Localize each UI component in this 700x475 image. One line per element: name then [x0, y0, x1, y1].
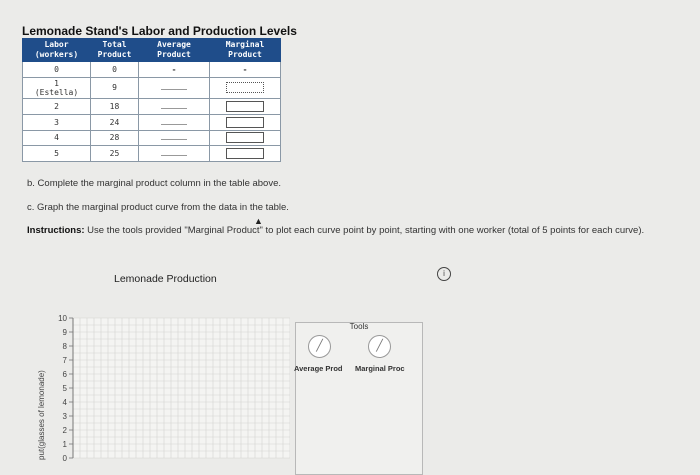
tools-title: Tools: [349, 322, 369, 331]
pencil-icon: ╱: [316, 340, 323, 352]
marginal-product-input[interactable]: [210, 99, 281, 115]
table-row: [23, 99, 281, 115]
labor-cell: 0: [23, 62, 91, 78]
marginal-product-input[interactable]: [210, 146, 281, 162]
y-tick-label: 6: [62, 370, 67, 379]
average-product-input[interactable]: [139, 146, 210, 162]
chart[interactable]: [0, 305, 290, 473]
y-tick-label: 4: [62, 398, 67, 407]
average-product-tool-label[interactable]: Average Prod: [294, 364, 343, 373]
chart-title: Lemonade Production: [114, 273, 217, 285]
marginal-product-cell: -: [210, 62, 281, 78]
instructions-text: Use the tools provided "Marginal Product" to plot each curve point by point, starting with one worker (total of 5 points for each curve).: [87, 225, 645, 236]
y-tick-label: 3: [62, 412, 67, 421]
marginal-product-input[interactable]: [210, 77, 281, 98]
table-title: Lemonade Stand's Labor and Production Levels: [22, 24, 297, 38]
total-product-cell: 9: [91, 77, 139, 98]
y-axis-label: put(glasses of lemonade): [37, 370, 46, 460]
average-product-input[interactable]: [139, 99, 210, 115]
tools-panel: [295, 322, 423, 475]
production-table: [22, 38, 281, 162]
chart-y-ticks: [58, 314, 73, 463]
total-product-cell: 18: [91, 99, 139, 115]
header-average-product: Average Product: [139, 39, 210, 62]
average-product-input[interactable]: [139, 114, 210, 130]
average-product-input[interactable]: [139, 130, 210, 146]
average-product-tool-button[interactable]: [308, 335, 331, 358]
header-total-product: Total Product: [91, 39, 139, 62]
table-row: [23, 114, 281, 130]
table-row: [23, 130, 281, 146]
y-tick-label: 0: [62, 454, 67, 463]
total-product-cell: 24: [91, 114, 139, 130]
header-labor: Labor (workers): [23, 39, 91, 62]
y-tick-label: 9: [62, 328, 67, 337]
marginal-product-tool-label[interactable]: Marginal Proc: [355, 364, 405, 373]
marginal-product-input[interactable]: [210, 114, 281, 130]
part-c-instruction: c. Graph the marginal product curve from the data in the table.: [27, 202, 289, 213]
table-row: [23, 62, 281, 78]
total-product-cell: 0: [91, 62, 139, 78]
total-product-cell: 28: [91, 130, 139, 146]
instructions-paragraph: [27, 225, 697, 237]
info-icon[interactable]: i: [437, 267, 451, 281]
marginal-product-input[interactable]: [210, 130, 281, 146]
instructions-label: Instructions:: [27, 225, 85, 236]
labor-cell: 1 (Estella): [23, 77, 91, 98]
part-b-instruction: b. Complete the marginal product column in the table above.: [27, 178, 282, 189]
chart-grid: [73, 318, 290, 458]
labor-cell: 4: [23, 130, 91, 146]
mouse-cursor-icon: ▲: [254, 216, 263, 226]
marginal-product-tool-button[interactable]: [368, 335, 391, 358]
labor-cell: 2: [23, 99, 91, 115]
labor-cell: 3: [23, 114, 91, 130]
table-header-row: [23, 39, 281, 62]
y-tick-label: 8: [62, 342, 67, 351]
y-tick-label: 2: [62, 426, 67, 435]
header-marginal-product: Marginal Product: [210, 39, 281, 62]
table-row: [23, 146, 281, 162]
labor-cell: 5: [23, 146, 91, 162]
average-product-cell: -: [139, 62, 210, 78]
average-product-input[interactable]: [139, 77, 210, 98]
total-product-cell: 25: [91, 146, 139, 162]
y-tick-label: 1: [62, 440, 67, 449]
y-tick-label: 5: [62, 384, 67, 393]
table-row: [23, 77, 281, 98]
y-tick-label: 7: [62, 356, 67, 365]
y-tick-label: 10: [58, 314, 67, 323]
pencil-icon: ╱: [376, 340, 383, 352]
